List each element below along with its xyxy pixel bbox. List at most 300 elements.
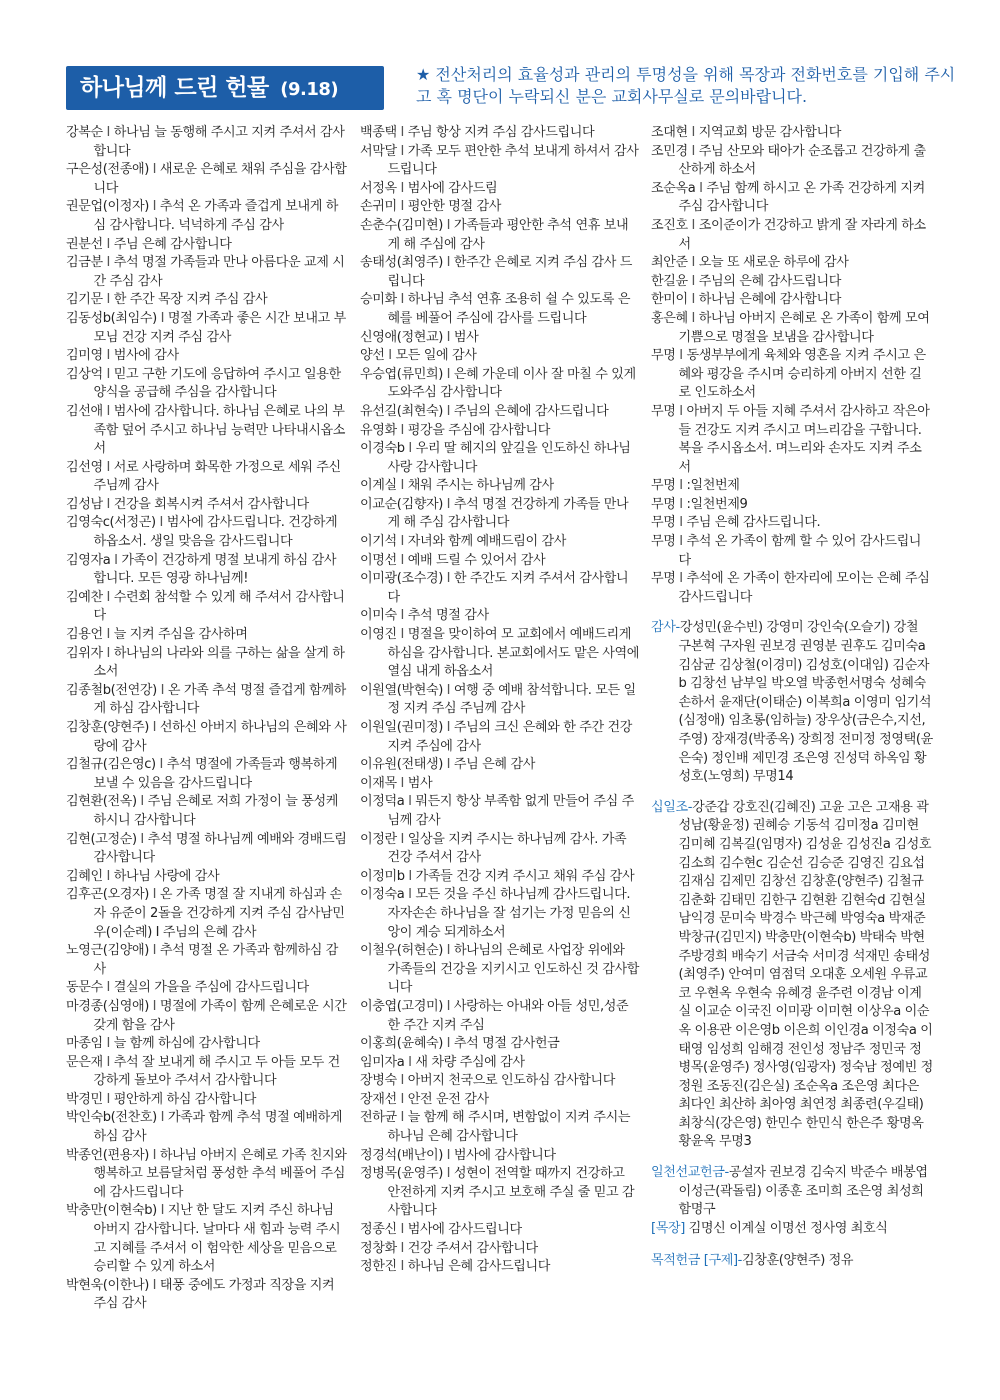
offering-entry	[66, 161, 348, 198]
separator: I	[396, 422, 408, 438]
offering-entry	[360, 1221, 640, 1240]
offering-entry	[651, 477, 933, 496]
separator: I	[442, 998, 454, 1014]
offering-entry	[360, 1109, 640, 1146]
offering-entry	[360, 440, 640, 477]
separator: I	[396, 478, 408, 494]
separator: I	[442, 682, 454, 698]
offering-column-1	[66, 124, 348, 1314]
offering-entry	[360, 868, 640, 887]
offering-entry	[66, 366, 348, 403]
offering-message: 온 가족 명절 잘 지내게 하심과 손자 유준이 2돌을 건강하게 지켜 주심 감사남민우(이순례) I 주님의 은혜 감사	[93, 887, 345, 940]
separator: I	[675, 478, 687, 494]
offering-section	[651, 1164, 933, 1220]
offering-message: 추석에 온 가족이 한자리에 모이는 은혜 주심 감사드립니다	[678, 571, 930, 605]
offering-message: 범사에 감사합니다. 하나님 은혜로 나의 부족함 덮어 주시고 하나님 능력만 나타내시옵소서	[93, 403, 346, 457]
separator: I	[687, 255, 699, 271]
separator: I	[102, 255, 114, 271]
separator: I	[396, 125, 408, 140]
donor-name: 우승엽(류민희)	[360, 366, 443, 382]
offering-entry	[360, 291, 640, 328]
section-names: 김명신 이계실 이명선 정사영 최호식	[684, 1220, 888, 1236]
separator: I	[396, 1110, 408, 1126]
donor-name: 유영화	[360, 422, 397, 438]
donor-name: 김철규(김은영c)	[66, 757, 156, 773]
separator: I	[396, 775, 408, 791]
offering-message: 주님의 크신 은혜와 한 주간 건강 지켜 주심에 감사	[387, 720, 632, 754]
notice-text	[396, 64, 956, 108]
offering-message: 모든 것을 주신 하나님께 감사드립니다. 자자손손 하나님을 잘 섬기는 가정 믿음의 신앙이 계승 되게하소서	[387, 887, 631, 940]
separator: I	[102, 980, 114, 996]
offering-entry	[360, 886, 640, 942]
offering-entry	[360, 1035, 640, 1054]
section-names: 강준갑 강호진(김혜진) 고윤 고은 고재용 곽성남(황윤정) 권혜승 기동석 김미정a 김미현 김미혜 김복길(임명자) 김성윤 김성진a 김성호 김소희 김수현c 김순선 김승준 김영진 김요섭 김재심 김제민 김창선 김창훈(양현주) 김철규 김춘화 김태민 김한구 김현환 김현숙d 김현실 남익경 문미숙 박경수 박근혜 박영숙a 박재준 박창규(김민지) 박충만(이현숙b) 박태숙 박현주방경희 배숙기 서금숙 서미경 석재민 송태성(최영주) 안여미 염점덕 오대훈 오세원 우류교코 우현옥 우현숙 유혜경 윤주련 이경남 이계실 이교순 이국진 이미광 이미현 이상우a 이순옥 이용관 이은영b 이은희 이인경a 이정숙a 이태영 임성희 임해경 전인성 정남주 정민국 정병목(윤영주) 정사영(임광자) 정숙남 정예빈 정정원 조동진(김은실) 조순옥a 조은영 최다은 최다인 최산하 최아영 최연정 최종련(우길태) 최창식(강은영) 한민수 한민식 한은주 황명옥 황윤옥 무명3	[678, 799, 933, 1150]
offering-message: 가족과 함께 추석 명절 예배하게 하심 감사	[93, 1110, 343, 1145]
separator: I	[687, 125, 699, 140]
offering-entry	[651, 273, 933, 292]
separator: I	[102, 1036, 114, 1052]
separator: I	[102, 645, 114, 661]
donor-name: 문은재	[66, 1054, 103, 1070]
separator: I	[102, 292, 114, 308]
offering-section	[651, 799, 933, 1152]
donor-name: 한길윤	[651, 273, 688, 289]
offering-entry	[651, 570, 933, 607]
offering-entry	[360, 1240, 640, 1259]
offering-message: 하나님의 은혜로 사업장 위에와 가족들의 건강을 지키시고 인도하신 것 감사합니다	[387, 943, 640, 996]
offering-entry	[66, 1202, 348, 1276]
offering-entry	[66, 719, 348, 756]
offering-entry	[360, 1147, 640, 1166]
offering-entry	[651, 496, 933, 515]
separator: I	[695, 180, 707, 196]
separator: I	[102, 627, 114, 643]
offering-entry	[360, 347, 640, 366]
offering-section	[651, 1220, 933, 1239]
donor-name: 이미광(조수경)	[360, 571, 443, 587]
offering-entry	[651, 533, 933, 570]
offering-message: 추석 명절에 가족들과 행복하게 보낼 수 있음을 감사드립니다	[93, 757, 338, 791]
separator: I	[136, 831, 148, 847]
donor-name: 이철우(허현순)	[360, 943, 443, 959]
separator: I	[675, 403, 687, 419]
separator: I	[687, 292, 699, 308]
donor-name: 박경민	[66, 1091, 103, 1107]
offering-message: 주님의 은혜에 감사드립니다	[453, 403, 609, 419]
offering-entry	[360, 793, 640, 830]
donor-name: 노영근(김양애)	[66, 943, 149, 959]
separator: I	[396, 534, 408, 550]
donor-name: 조민경	[651, 143, 688, 159]
offering-message: 여행 중 예배 참석합니다. 모든 일정 지켜 주심 주님께 감사	[387, 682, 636, 717]
offering-message: 추석 명절 가족들과 만나 아름다운 교제 시간 주심 감사	[93, 255, 345, 289]
offering-message: 추석 명절 하나님께 예배와 경배드림 감사합니다	[93, 831, 347, 866]
separator: I	[687, 273, 699, 289]
offering-entry	[360, 422, 640, 441]
separator: I	[396, 1240, 408, 1256]
separator: I	[396, 627, 408, 643]
donor-name: 김금분	[66, 255, 103, 271]
separator: I	[148, 998, 160, 1014]
offering-message: 범사에 감사드림	[407, 180, 498, 196]
offering-entry	[66, 589, 348, 626]
offering-message: 한주간 은혜로 지켜 주심 감사 드립니다	[387, 255, 632, 289]
separator: I	[442, 1166, 454, 1182]
offering-message: 하나님 은혜 감사드립니다	[407, 1259, 551, 1275]
page-header	[66, 62, 956, 112]
offering-entry	[360, 942, 640, 998]
separator: I	[396, 143, 408, 159]
separator: I	[675, 348, 687, 364]
offering-entry	[66, 645, 348, 682]
donor-name: 박인숙b(전찬호)	[66, 1110, 157, 1126]
offering-message: 지역교회 방문 감사합니다	[698, 125, 842, 140]
donor-name: 한미이	[651, 292, 688, 308]
offering-message: 주님 은혜 감사드립니다.	[686, 515, 821, 531]
title-text: 하나님께 드린 헌물	[80, 75, 269, 101]
donor-name: 무명	[651, 403, 676, 419]
offering-entry	[360, 403, 640, 422]
donor-name: 김영숙c(서정곤)	[66, 515, 156, 531]
offering-entry	[360, 775, 640, 794]
offering-column-2	[360, 124, 640, 1277]
separator: I	[442, 757, 454, 773]
offering-message: 예배 드릴 수 있어서 감사	[407, 552, 546, 568]
donor-name: 강복순	[66, 125, 103, 140]
separator: I	[102, 496, 114, 512]
donor-name: 이재목	[360, 775, 397, 791]
offering-entry	[360, 1091, 640, 1110]
offering-message: 추석 명절 건강하게 가족들 만나게 해 주심 감사합니다	[387, 496, 629, 531]
offering-entry	[651, 403, 933, 477]
offering-entry	[651, 124, 933, 143]
donor-name: 김위자	[66, 645, 103, 661]
offering-message: 우리 딸 헤지의 앞길을 인도하신 하나님 사랑 감사합니다	[387, 441, 631, 475]
separator: I	[102, 1054, 114, 1070]
donor-name: 박충만(이현숙b)	[66, 1203, 157, 1219]
donor-name: 김기문	[66, 292, 103, 308]
offering-message: 평안한 명절 감사	[407, 199, 502, 215]
offering-entry	[651, 514, 933, 533]
separator: I	[155, 515, 167, 531]
offering-entry	[66, 403, 348, 459]
offering-message: 범사에 감사드립니다	[407, 1222, 522, 1238]
donor-name: 이원열(박현숙)	[360, 682, 443, 698]
offering-message: 건강 주셔서 감사합니다	[407, 1240, 538, 1256]
offering-message: 자녀와 함께 예배드림이 감사	[407, 534, 567, 550]
offering-entry	[66, 1109, 348, 1146]
offering-entry	[66, 886, 348, 942]
separator: I	[404, 441, 416, 457]
separator: I	[687, 143, 699, 159]
offering-entry	[360, 533, 640, 552]
section-names: 강성민(윤수빈) 강영미 강인숙(오슬기) 강철 구본혁 구자원 권보경 권영분 권후도 김미숙a 김삼균 김상철(이경미) 김성호(이대임) 김순자b 김창선 남부일 박오열 박종헌서명숙 성혜숙 손하서 윤재단(이태순) 이복희a 이영미 임기석(심정애) 임초롱(임하늘) 장우상(금은수,지선,주영) 장재경(박종옥) 장희정 전미정 정영택(윤은숙) 정인배 제민경 조은영 진성덕 하옥임 황성호(노영희) 무명14	[678, 620, 933, 785]
separator: I	[404, 887, 416, 903]
separator: I	[384, 348, 396, 364]
donor-name: 손춘수(김미현)	[360, 217, 443, 233]
offering-message: 추석 명절 감사헌금	[453, 1036, 560, 1052]
separator: I	[148, 1277, 160, 1293]
offering-entry	[360, 254, 640, 291]
separator: I	[687, 310, 699, 326]
offering-entry	[360, 1258, 640, 1277]
offering-entry	[360, 477, 640, 496]
separator: I	[136, 794, 148, 810]
offering-message: 아버지 천국으로 인도하심 감사합니다	[407, 1073, 616, 1089]
separator: I	[442, 255, 454, 271]
offering-message: 추석 명절 온 가족과 함께하심 감사	[93, 943, 338, 977]
offering-entry	[66, 1147, 348, 1203]
donor-name: 박현욱(이한나)	[66, 1277, 149, 1293]
offering-entry	[360, 198, 640, 217]
separator: I	[442, 366, 454, 382]
offering-message: 범사	[453, 329, 479, 345]
offering-message: 한 주간도 지켜 주셔서 감사합니다	[387, 571, 629, 605]
donor-name: 송태성(최영주)	[360, 255, 443, 271]
offering-message: 오늘 또 새로운 하루에 감사	[698, 255, 849, 271]
section-label: [목장]	[651, 1220, 685, 1236]
separator: I	[396, 199, 408, 215]
offering-entry	[66, 626, 348, 645]
donor-name: 권분선	[66, 236, 103, 252]
offering-message: 모든 일에 감사	[395, 348, 477, 364]
donor-name: 정종신	[360, 1222, 397, 1238]
offering-message: 명절을 맞이하여 모 교회에서 예배드리게 하심을 감사합니다. 본교회에서도 맡은 사역에 열심 내게 하옵소서	[387, 627, 640, 680]
offering-entry	[651, 291, 933, 310]
separator: I	[148, 162, 160, 178]
offering-entry	[360, 143, 640, 180]
offering-entry	[360, 570, 640, 607]
offering-message: 명절 가족과 좋은 시간 보내고 부모님 건강 지켜 주심 감사	[93, 310, 346, 345]
offering-message: 하나님 늘 동행해 주시고 지켜 주셔서 감사합니다	[93, 125, 345, 159]
offering-entry	[360, 998, 640, 1035]
offering-entry	[66, 291, 348, 310]
offering-section	[651, 619, 933, 786]
offering-message: 주님 항상 지켜 주심 감사드립니다	[407, 125, 595, 140]
offering-message: 명절에 가족이 함께 은혜로운 시간 갖게 함을 감사	[93, 998, 347, 1033]
donor-name: 유선길(최현숙)	[360, 403, 443, 419]
offering-message: 하나님의 나라와 의를 구하는 삶을 살게 하소서	[93, 645, 345, 680]
offering-message: 추석 온 가족이 함께 할 수 있어 감사드립니다	[678, 534, 922, 568]
separator: I	[442, 720, 454, 735]
offering-entry	[651, 310, 933, 347]
separator: I	[396, 180, 408, 196]
offering-entry	[360, 831, 640, 868]
donor-name: 장병숙	[360, 1073, 397, 1089]
offering-message: 하나님 아버지 은혜로 온 가족이 함께 모여 기쁨으로 명절을 보냄을 감사합니다	[678, 310, 930, 345]
offering-message: 수련회 참석할 수 있게 해 주셔서 감사합니다	[93, 589, 345, 624]
offering-message: 추석 명절 감사	[407, 608, 489, 624]
separator: I	[156, 310, 168, 326]
offering-message: 범사에 감사합니다	[453, 1147, 556, 1163]
offering-message: 주님 은혜 감사합니다	[113, 236, 232, 252]
donor-name: 승미화	[360, 292, 397, 308]
offering-message: 태풍 중에도 가정과 직장을 지켜 주심 감사	[93, 1277, 335, 1312]
donor-name: 이홍희(윤혜숙)	[360, 1036, 443, 1052]
offering-entry	[360, 607, 640, 626]
donor-name: 이유원(전태생)	[360, 757, 443, 773]
offering-entry	[651, 143, 933, 180]
donor-name: 무명	[651, 571, 676, 587]
donor-name: 정병목(윤영주)	[360, 1166, 443, 1182]
offering-message: 하나님 아버지 은혜로 가족 친지와 행복하고 보름달처럼 풍성한 추석 베풀어 주심에 감사드립니다	[93, 1147, 347, 1200]
offering-entry	[66, 236, 348, 255]
offering-message: 하나님 은혜에 감사합니다	[698, 292, 842, 308]
donor-name: 서막달	[360, 143, 397, 159]
separator: I	[442, 403, 454, 419]
offering-message: 안전 운전 감사	[407, 1091, 489, 1107]
donor-name: 임미자a	[360, 1054, 405, 1070]
offering-message: 주님의 은혜 감사드립니다	[698, 273, 842, 289]
offering-entry	[66, 552, 348, 589]
donor-name: 무명	[651, 515, 676, 531]
offering-entry	[360, 1054, 640, 1073]
separator: I	[102, 459, 114, 475]
separator: I	[102, 589, 114, 605]
donor-name: 김현(고정순)	[66, 831, 137, 847]
offering-entry	[360, 1165, 640, 1221]
offering-entry	[66, 459, 348, 496]
separator: I	[148, 720, 160, 735]
offering-entry	[651, 254, 933, 273]
donor-name: 조진호	[651, 217, 688, 233]
separator: I	[404, 794, 416, 810]
offering-entry	[360, 682, 640, 719]
section-label: 목적헌금 [구제]-	[651, 1253, 742, 1269]
offering-entry	[66, 198, 348, 235]
offering-entry	[360, 496, 640, 533]
donor-name: 동문수	[66, 980, 103, 996]
separator: I	[396, 1073, 408, 1089]
offering-message: 아버지 두 아들 지혜 주셔서 감사하고 작은아들 건강도 지켜 주시고 며느리감을 구합니다. 복을 주시옵소서. 며느리와 손자도 지켜 주소서	[678, 403, 930, 475]
offering-message: 주님 산모와 태아가 순조롭고 건강하게 출산하게 하소서	[678, 143, 926, 178]
offering-message: 선하신 아버지 하나님의 은혜와 사랑에 감사	[93, 720, 347, 754]
separator: I	[102, 403, 114, 419]
offering-message: 한 주간 목장 지켜 주심 감사	[113, 292, 268, 308]
offering-message: 온 가족 추석 명절 즐겁게 함께하게 하심 감사합니다	[93, 682, 346, 717]
offering-entry	[66, 1277, 348, 1314]
separator: I	[396, 292, 408, 308]
donor-name: 박종언(편용자)	[66, 1147, 149, 1163]
donor-name: 김용언	[66, 627, 103, 643]
separator: I	[404, 1054, 416, 1070]
offering-message: 뭐든지 항상 부족함 없게 만들어 주심 주님께 감사	[387, 794, 634, 828]
offering-entry	[360, 180, 640, 199]
offering-message: 추석 잘 보내게 해 주시고 두 아들 모두 건강하게 돌보아 주셔서 감사합니다	[93, 1054, 340, 1089]
donor-name: 이정덕a	[360, 794, 405, 810]
offering-entry	[66, 942, 348, 979]
donor-name: 이기석	[360, 534, 397, 550]
offering-entry	[66, 793, 348, 830]
separator: I	[110, 552, 122, 568]
donor-name: 김창훈(양현주)	[66, 720, 149, 735]
section-label: 일천선교헌금-	[651, 1165, 729, 1181]
offering-message: 하나님 사랑에 감사	[113, 868, 220, 884]
offering-message: 가족들과 평안한 추석 연휴 보내게 해 주심에 감사	[387, 217, 629, 252]
separator: I	[148, 943, 160, 959]
donor-name: 이미숙	[360, 608, 397, 624]
donor-name: 김상억	[66, 366, 103, 382]
separator: I	[442, 496, 454, 512]
offering-message: 은혜 가운데 이사 잘 마칠 수 있게 도와주심 감사합니다	[387, 366, 636, 401]
offering-entry	[360, 217, 640, 254]
offering-message: 평안하게 하심 감사합니다	[113, 1091, 257, 1107]
offering-entry	[360, 124, 640, 143]
offering-message: 믿고 구한 기도에 응답하여 주시고 일용한 양식을 공급해 주심을 감사합니다	[93, 366, 341, 401]
separator: I	[442, 1147, 454, 1163]
offering-entry	[360, 719, 640, 756]
offering-message: 범사에 감사드립니다. 건강하게 하옵소서. 생일 맞음을 감사드립니다	[93, 515, 338, 550]
offering-message: 건강을 회복시켜 주셔서 감사합니다	[113, 496, 309, 512]
donor-name: 이정숙a	[360, 887, 405, 903]
separator: I	[675, 515, 687, 531]
donor-name: 마경종(심영애)	[66, 998, 149, 1014]
separator: I	[396, 1091, 408, 1107]
donor-name: 이원일(권미정)	[360, 720, 443, 735]
offering-column-3	[651, 124, 933, 1271]
offering-message: 동생부부에게 육체와 영혼을 지켜 주시고 은혜와 평강을 주시며 승리하게 아버지 선한 길로 인도하소서	[678, 348, 926, 401]
separator: I	[156, 682, 168, 698]
donor-name: 김미영	[66, 348, 103, 364]
offering-section	[651, 1252, 933, 1271]
separator: I	[396, 1222, 408, 1238]
offering-message: 가족 모두 편안한 추석 보내게 하셔서 감사드립니다	[387, 143, 639, 178]
donor-name: 김동성b(최임수)	[66, 310, 157, 326]
section-names: 공설자 권보경 김숙지 박준수 배봉엽 이성근(곽돌림) 이종훈 조미희 조은영 최성희 함명구	[678, 1165, 928, 1218]
separator: I	[156, 1110, 168, 1126]
donor-name: 조순옥a	[651, 180, 696, 196]
donor-name: 이충엽(고경미)	[360, 998, 443, 1014]
separator: I	[102, 236, 114, 252]
donor-name: 양선	[360, 348, 385, 364]
donor-name: 이교순(김향자)	[360, 496, 443, 512]
donor-name: 홍은혜	[651, 310, 688, 326]
donor-name: 백종택	[360, 125, 397, 140]
separator: I	[442, 1036, 454, 1052]
separator: I	[156, 1203, 168, 1219]
notice-body: ★ 전산처리의 효율성과 관리의 투명성을 위해 목장과 전화번호를 기입해 주시고 혹 명단이 누락되신 분은 교회사무실로 문의바랍니다.	[416, 65, 956, 106]
offering-entry	[66, 998, 348, 1035]
offering-message: 추석 온 가족과 즐겁게 보내게 하심 감사합니다. 넉넉하게 주심 감사	[93, 199, 338, 233]
donor-name: 장재선	[360, 1091, 397, 1107]
donor-name: 이명선	[360, 552, 397, 568]
offering-message: :일천번제9	[686, 496, 748, 512]
separator: I	[396, 831, 408, 847]
offering-message: 범사	[407, 775, 433, 791]
donor-name: 전하균	[360, 1110, 397, 1126]
donor-name: 무명	[651, 348, 676, 364]
offering-entry	[66, 831, 348, 868]
donor-name: 구은성(전종애)	[66, 162, 149, 178]
offering-message: 늘 함께 해 주시며, 변함없이 지켜 주시는 하나님 은혜 감사합니다	[387, 1110, 631, 1145]
section-label: 십일조-	[651, 799, 693, 815]
separator: I	[102, 348, 114, 364]
donor-name: 이정미b	[360, 868, 405, 884]
section-label: 감사-	[651, 620, 680, 636]
separator: I	[102, 1091, 114, 1107]
separator: I	[675, 496, 687, 512]
donor-name: 무명	[651, 534, 676, 550]
offering-entry	[66, 756, 348, 793]
separator: I	[148, 199, 160, 215]
page-title	[66, 66, 384, 110]
donor-name: 무명	[651, 496, 676, 512]
offering-message: 새로운 은혜로 채워 주심을 감사합니다	[93, 162, 347, 196]
offering-entry	[66, 124, 348, 161]
offering-entry	[66, 1035, 348, 1054]
offering-message: 늘 지켜 주심을 감사하며	[113, 627, 248, 643]
separator: I	[396, 552, 408, 568]
